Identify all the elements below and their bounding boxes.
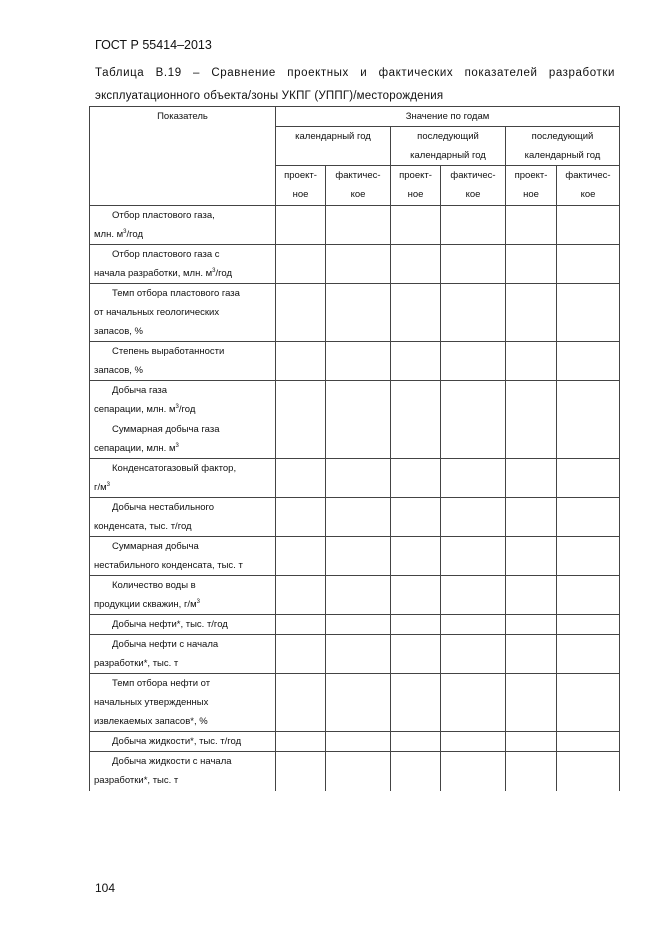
value-cell [557, 576, 620, 615]
value-cell [506, 381, 557, 420]
value-cell [557, 206, 620, 245]
value-cell [326, 498, 391, 537]
value-cell [557, 537, 620, 576]
value-cell [441, 576, 506, 615]
value-cell [441, 752, 506, 791]
value-cell [276, 752, 326, 791]
value-cell [506, 674, 557, 732]
table-caption [95, 62, 615, 108]
value-cell [276, 284, 326, 342]
value-cell [557, 732, 620, 752]
value-cell [391, 635, 441, 674]
value-cell [441, 245, 506, 284]
value-cell [506, 342, 557, 381]
value-cell [441, 732, 506, 752]
value-cell [441, 537, 506, 576]
row-label: Конденсатогазовый фактор, $г/м^3$ [90, 459, 276, 498]
value-cell [276, 206, 326, 245]
row-label: Добыча жидкости с начала разработки*, тыс. т [90, 752, 276, 791]
row-label: Темп отбора пластового газа от начальных геологических запасов, % [90, 284, 276, 342]
value-cell [557, 498, 620, 537]
header-values-by-year: Значение по годам [276, 107, 620, 127]
value-cell [391, 459, 441, 498]
header-actual: фактичес- кое [441, 166, 506, 206]
value-cell [557, 615, 620, 635]
value-cell [506, 752, 557, 791]
value-cell [557, 381, 620, 420]
value-cell [441, 615, 506, 635]
value-cell [506, 206, 557, 245]
value-cell [441, 381, 506, 420]
value-cell [326, 245, 391, 284]
comparison-table [89, 106, 620, 791]
value-cell [276, 537, 326, 576]
value-cell [276, 498, 326, 537]
value-cell [557, 342, 620, 381]
value-cell [441, 206, 506, 245]
value-cell [391, 498, 441, 537]
header-year-1: календарный год [276, 127, 391, 166]
caption-line-2: эксплуатационного объекта/зоны УКПГ (УППГ)/месторождения [95, 90, 444, 102]
value-cell [441, 635, 506, 674]
value-cell [506, 245, 557, 284]
value-cell [391, 206, 441, 245]
value-cell [276, 459, 326, 498]
value-cell [276, 674, 326, 732]
value-cell [391, 537, 441, 576]
value-cell [441, 674, 506, 732]
value-cell [326, 206, 391, 245]
value-cell [276, 576, 326, 615]
value-cell [276, 732, 326, 752]
value-cell [441, 284, 506, 342]
value-cell [557, 459, 620, 498]
value-cell [441, 342, 506, 381]
header-projected: проект- ное [391, 166, 441, 206]
row-label: Степень выработанности запасов, % [90, 342, 276, 381]
caption-line-1: Таблица В.19 – Сравнение проектных и фактических показателей разработки [95, 67, 615, 79]
value-cell [441, 498, 506, 537]
value-cell [326, 752, 391, 791]
header-actual: фактичес- кое [557, 166, 620, 206]
value-cell [557, 420, 620, 459]
value-cell [391, 245, 441, 284]
value-cell [326, 459, 391, 498]
value-cell [326, 420, 391, 459]
value-cell [506, 420, 557, 459]
value-cell [391, 284, 441, 342]
value-cell [326, 615, 391, 635]
document-code: ГОСТ Р 55414–2013 [95, 38, 212, 52]
row-label: Добыча нефти с начала разработки*, тыс. т [90, 635, 276, 674]
value-cell [506, 537, 557, 576]
value-cell [276, 245, 326, 284]
value-cell [557, 635, 620, 674]
value-cell [557, 284, 620, 342]
value-cell [506, 284, 557, 342]
value-cell [441, 420, 506, 459]
row-label: Добыча нефти*, тыс. т/год [90, 615, 276, 635]
value-cell [326, 381, 391, 420]
value-cell [276, 635, 326, 674]
value-cell [506, 459, 557, 498]
value-cell [557, 674, 620, 732]
row-label: Добыча жидкости*, тыс. т/год [90, 732, 276, 752]
value-cell [441, 459, 506, 498]
value-cell [506, 635, 557, 674]
value-cell [326, 576, 391, 615]
value-cell [276, 381, 326, 420]
row-label: Суммарная добыча газа сепарации, млн. $м^3$ [90, 420, 276, 459]
value-cell [276, 615, 326, 635]
row-label: Добыча газа сепарации, млн. $м^3$/год [90, 381, 276, 420]
value-cell [557, 245, 620, 284]
row-label: Добыча нестабильного конденсата, тыс. т/год [90, 498, 276, 537]
row-label: Отбор пластового газа с начала разработки, млн. $м^3$/год [90, 245, 276, 284]
value-cell [326, 342, 391, 381]
value-cell [391, 576, 441, 615]
value-cell [391, 381, 441, 420]
value-cell [391, 752, 441, 791]
header-actual: фактичес- кое [326, 166, 391, 206]
page-number: 104 [95, 881, 116, 895]
value-cell [326, 635, 391, 674]
value-cell [391, 342, 441, 381]
value-cell [506, 498, 557, 537]
header-year-3: последующий календарный год [506, 127, 620, 166]
header-year-2: последующий календарный год [391, 127, 506, 166]
row-label: Количество воды в продукции скважин, $г/м^3$ [90, 576, 276, 615]
row-label: Темп отбора нефти от начальных утвержденных извлекаемых запасов*, % [90, 674, 276, 732]
header-indicator: Показатель [90, 107, 276, 206]
header-projected: проект- ное [506, 166, 557, 206]
value-cell [391, 420, 441, 459]
row-label: Суммарная добыча нестабильного конденсата, тыс. т [90, 537, 276, 576]
value-cell [326, 537, 391, 576]
value-cell [276, 420, 326, 459]
value-cell [506, 576, 557, 615]
header-projected: проект- ное [276, 166, 326, 206]
value-cell [391, 615, 441, 635]
value-cell [506, 732, 557, 752]
value-cell [326, 284, 391, 342]
value-cell [506, 615, 557, 635]
value-cell [326, 674, 391, 732]
row-label: Отбор пластового газа, млн. $м^3$/год [90, 206, 276, 245]
value-cell [557, 752, 620, 791]
value-cell [391, 732, 441, 752]
value-cell [276, 342, 326, 381]
value-cell [326, 732, 391, 752]
value-cell [391, 674, 441, 732]
